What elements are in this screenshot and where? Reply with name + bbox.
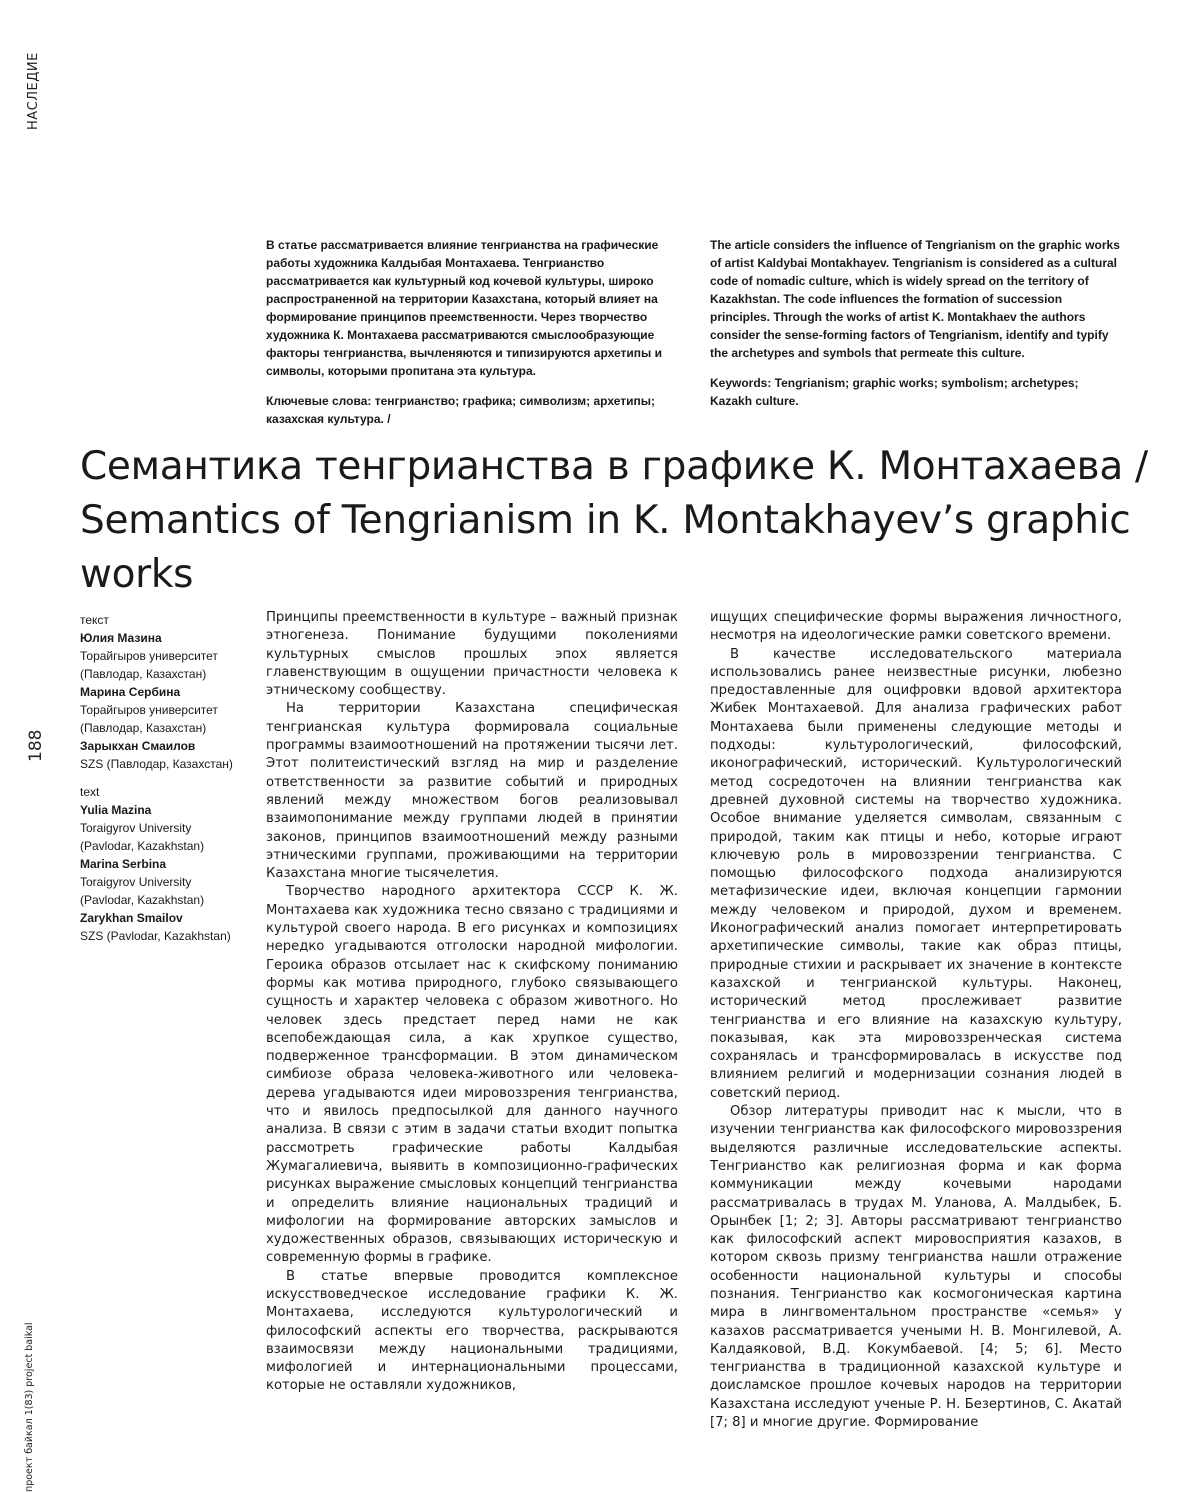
author-affiliation: Торайгыров университет bbox=[80, 647, 255, 665]
abstract-russian bbox=[266, 236, 676, 428]
body-paragraph: Обзор литературы приводит нас к мысли, что в изучении тенгрианства как философского мировоззрения выделяются различные исследовательские аспекты. Тенгрианство как религиозная форма и как форма коммуникации между кочевыми народами рассматривалась в трудах М. Уланова, А. Малдыбек, Б. Орынбек [1; 2; 3]. Авторы рассматривают тенгрианство как философский аспект мировосприятия казахов, в котором сквозь призму тенгрианства нашли отражение особенности национальной культуры и способы познания. Тенгрианство как космогоническая картина мира в лингвоментальном пространстве «семья» у казахов рассматривается учеными Н. В. Монгилевой, А. Калдаяковой, В.Д. Кокумбаевой. [4; 5; 6]. Место тенгрианства в традиционной казахской культуре и доисламское прошлое кочевых народов на территории Казахстана исследуют ученые Р. Н. Безертинов, С. Акатай [7; 8] и многие другие. Формирование bbox=[710, 1103, 1122, 1432]
body-paragraph: Творчество народного архитектора СССР К. Ж. Монтахаева как художника тесно связано с традициями и культурой своего народа. В его рисунках и композициях нередко угадываются отголоски народной мифологии. Героика образов отсылает нас к скифскому пониманию формы как мотива природного, глубоко связывающего сущность и характер человека с образом животного. Но человек здесь предстает перед нами не как всепобеждающая сила, а как хрупкое существо, подверженное трансформации. В этом динамическом симбиозе образа человека-животного или человека-дерева угадываются идеи мировоззрения тенгрианства, что и явилось предпосылкой для данного научного анализа. В связи с этим в задачи статьи входит попытка рассмотреть графические работы Калдыбая Жумагалиевича, выявить в композиционно-графических рисунках выражение смысловых концепций тенгрианства и определить влияние национальных традиций и мифологии на формирование авторских замыслов и художественных образов, связывающих историческую и современную формы в графике. bbox=[266, 883, 678, 1267]
keywords-russian: Ключевые слова: тенгрианство; графика; символизм; архетипы; казахская культура. / bbox=[266, 392, 676, 428]
body-column-right bbox=[710, 609, 1122, 1432]
author-affiliation: Торайгыров университет bbox=[80, 701, 255, 719]
body-paragraph: Принципы преемственности в культуре – важный признак этногенеза. Понимание будущими поколениями культурных смыслов прошлых эпох является главенствующим в ощущении причастности человека к этническому сообществу. bbox=[266, 609, 678, 700]
author-name: Зарыкхан Смаилов bbox=[80, 737, 255, 755]
page-number: 188 bbox=[26, 730, 46, 762]
authors-label-russian: текст bbox=[80, 611, 255, 629]
author-name: Юлия Мазина bbox=[80, 629, 255, 647]
author-affiliation: (Павлодар, Казахстан) bbox=[80, 665, 255, 683]
body-paragraph: ищущих специфические формы выражения личностного, несмотря на идеологические рамки советского времени. bbox=[710, 609, 1122, 646]
section-label: НАСЛЕДИЕ bbox=[26, 52, 41, 130]
author-name: Марина Сербина bbox=[80, 683, 255, 701]
author-affiliation: (Pavlodar, Kazakhstan) bbox=[80, 837, 255, 855]
author-affiliation: SZS (Павлодар, Казахстан) bbox=[80, 755, 255, 773]
author-affiliation: (Pavlodar, Kazakhstan) bbox=[80, 891, 255, 909]
author-name: Zarykhan Smailov bbox=[80, 909, 255, 927]
keywords-english: Keywords: Tengrianism; graphic works; symbolism; archetypes; Kazakh culture. bbox=[710, 374, 1120, 410]
abstract-russian-text: В статье рассматривается влияние тенгрианства на графические работы художника Калдыбая Монтахаева. Тенгрианство рассматривается как культурный код кочевой культуры, широко распространенной на территории Казахстана, который влияет на формирование принципов преемственности. Через творчество художника К. Монтахаева рассматриваются смыслообразующие факторы тенгрианства, вычленяются и типизируются архетипы и символы, которыми пропитана эта культура. bbox=[266, 236, 676, 380]
article-title-english: Semantics of Tengrianism in K. Montakhayev’s graphic works bbox=[80, 494, 1160, 602]
author-affiliation: SZS (Pavlodar, Kazakhstan) bbox=[80, 927, 255, 945]
author-name: Yulia Mazina bbox=[80, 801, 255, 819]
author-name: Marina Serbina bbox=[80, 855, 255, 873]
body-column-left bbox=[266, 609, 678, 1396]
body-paragraph: В качестве исследовательского материала использовались ранее неизвестные рисунки, любезно предоставленные для оцифровки вдовой архитектора Жибек Монтахаевой. Для анализа графических работ Монтахаева были применены следующие методы и подходы: культурологический, философский, иконографический, исторический. Культурологический метод сосредоточен на влиянии тенгрианства как древней духовной системы на творчество художника. Особое внимание уделяется символам, связанным с природой, таким как птицы и небо, которые играют ключевую роль в мировоззрении тенгрианства. С помощью философского подхода анализируются метафизические идеи, включая концепции гармонии между человеком и природой, духом и временем. Иконографический анализ помогает интерпретировать архетипические символы, такие как образ птицы, природные стихии и раскрывает их значение в контексте казахской и тенгрианской культуры. Наконец, исторический метод прослеживает развитие тенгрианства и его влияние на казахскую культуру, показывая, как эта мировоззренческая система сохранялась и трансформировалась в искусстве под влиянием религий и модернизации сознания людей в советский период. bbox=[710, 646, 1122, 1103]
journal-footer: проект байкал 1(83) project baikal bbox=[24, 1322, 35, 1492]
abstract-english-text: The article considers the influence of Tengrianism on the graphic works of artist Kaldybai Montakhayev. Tengrianism is considered as a cultural code of nomadic culture, which is widely spread on the territory of Kazakhstan. The code influences the formation of succession principles. Through the works of artist K. Montakhaev the authors consider the sense-forming factors of Tengrianism, identify and typify the archetypes and symbols that permeate this culture. bbox=[710, 236, 1120, 362]
article-title-russian: Семантика тенгрианства в графике К. Монтахаева / bbox=[80, 440, 1160, 494]
author-affiliation: Toraigyrov University bbox=[80, 873, 255, 891]
author-affiliation: (Павлодар, Казахстан) bbox=[80, 719, 255, 737]
body-paragraph: В статье впервые проводится комплексное искусствоведческое исследование графики К. Ж. Монтахаева, исследуются культурологический и философский аспекты его творчества, раскрываются взаимосвязи между национальными традициями, мифологией и интернациональными процессами, которые не оставляли художников, bbox=[266, 1268, 678, 1396]
abstract-english bbox=[710, 236, 1120, 410]
body-paragraph: На территории Казахстана специфическая тенгрианская культура формировала социальные программы взаимоотношений на протяжении тысячи лет. Этот политеистический взгляд на мир и разделение ответственности за развитие событий и природных явлений между множеством богов реализовывал взаимопонимание между группами людей в принятии законов, принципов взаимоотношений между разными этническими группами, проживающими на территории Казахстана многие тысячелетия. bbox=[266, 700, 678, 883]
article-title bbox=[80, 440, 1160, 602]
author-affiliation: Toraigyrov University bbox=[80, 819, 255, 837]
authors-label-english: text bbox=[80, 783, 255, 801]
author-credits bbox=[80, 611, 255, 945]
